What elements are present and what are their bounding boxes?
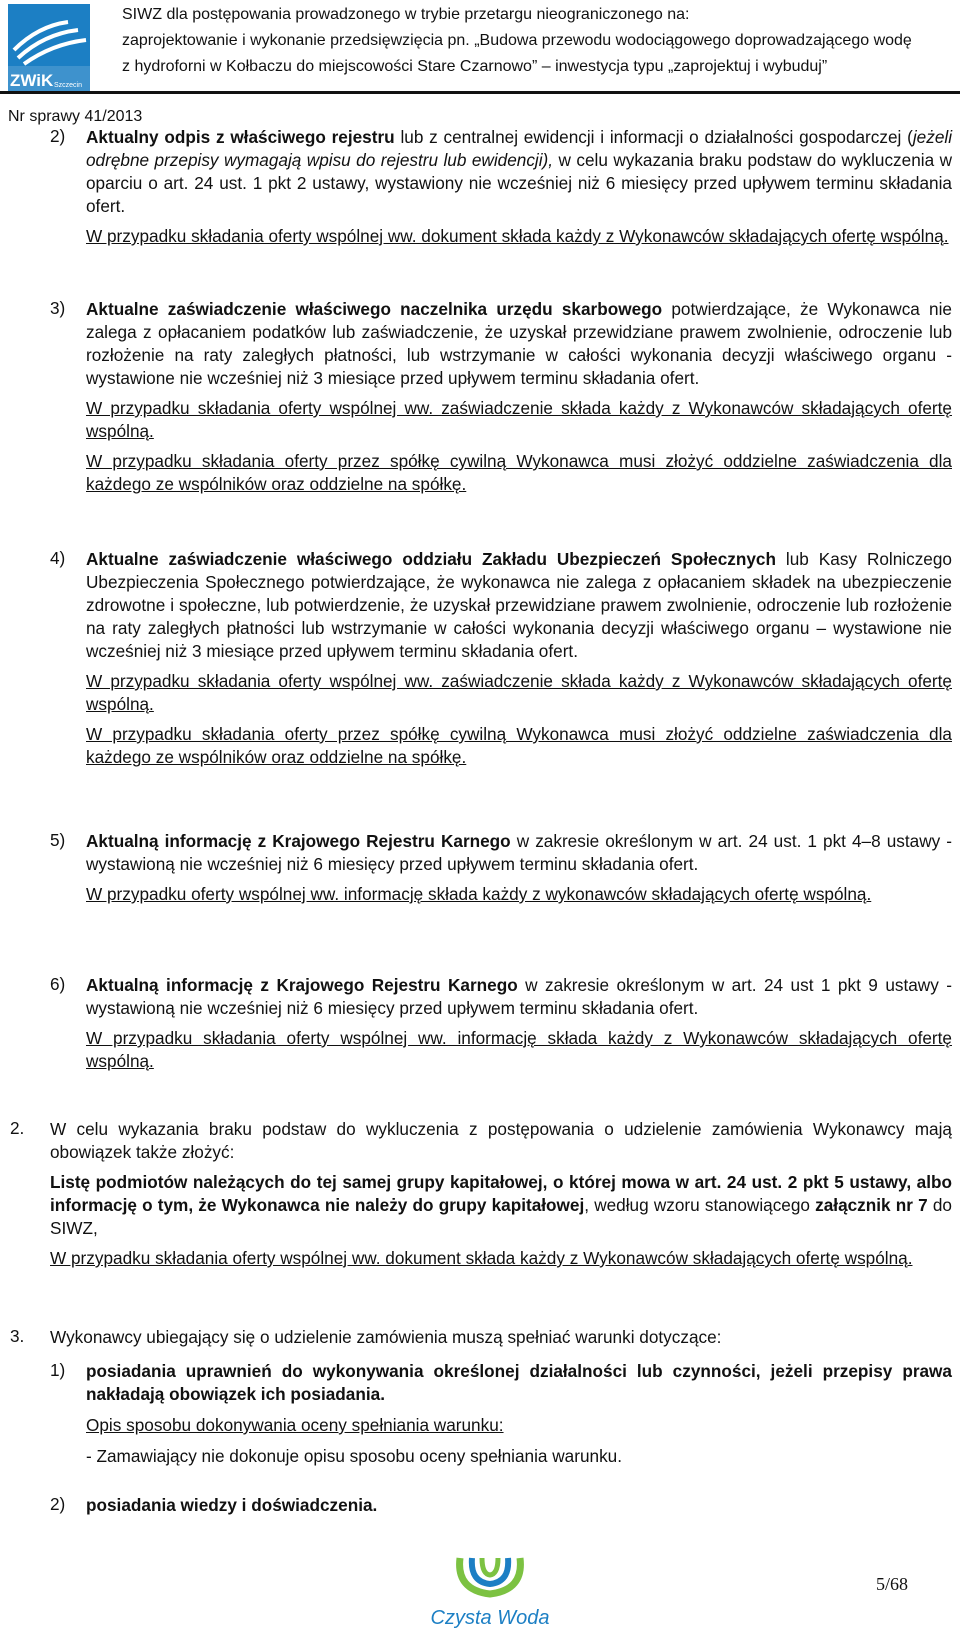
footer-logo-text: Czysta Woda [430, 1607, 550, 1629]
section-3-point-1-text: - Zamawiający nie dokonuje opisu sposobu oceny spełniania warunku. [86, 1446, 622, 1466]
item-number: 3) [50, 298, 66, 318]
item-6-bold: Aktualną informację z Krajowego Rejestru Karnego [86, 975, 518, 995]
item-5-text: w zakresie określonym w art. 24 ust. 1 pkt 4–8 ustawy - wystawioną nie wcześniej niż 6 miesięcy przed upływem terminu składania ofert. [86, 831, 952, 874]
section-2 [50, 1118, 952, 1270]
item-2-bold: Aktualny odpis z właściwego rejestru [86, 127, 395, 147]
item-3 [86, 298, 952, 496]
item-4-note-2: W przypadku składania oferty przez spółkę cywilną Wykonawca musi złożyć oddzielne zaświadczenia dla każdego ze wspólników oraz oddzielne na spółkę. [86, 724, 952, 767]
item-3-bold: Aktualne zaświadczenie właściwego naczelnika urzędu skarbowego [86, 299, 663, 319]
header-line-3: z hydroforni w Kołbaczu do miejscowości Stare Czarnowo” – inwestycja typu „zaprojektuj i wybuduj” [122, 58, 828, 75]
header-text [122, 2, 952, 80]
section-number: 3. [10, 1326, 25, 1346]
header-rule [0, 91, 960, 94]
item-5 [86, 830, 952, 906]
header-line-1: SIWZ dla postępowania prowadzonego w trybie przetargu nieograniczonego na: [122, 6, 690, 23]
item-number: 4) [50, 548, 66, 568]
section-3 [50, 1326, 952, 1349]
item-4 [86, 548, 952, 769]
logo-text: ZWiK [10, 71, 54, 90]
logo-subtext: Szczecin [54, 82, 83, 89]
item-4-note-1: W przypadku składania oferty wspólnej ww. zaświadczenie składa każdy z Wykonawców składających ofertę wspólną. [86, 671, 952, 714]
czysta-woda-logo [420, 1550, 560, 1635]
section-3-point-1-bold: posiadania uprawnień do wykonywania określonej działalności lub czynności, jeżeli przepisy prawa nakładają obowiązek ich posiadania. [86, 1361, 952, 1404]
section-3-intro: Wykonawcy ubiegający się o udzielenie zamówienia muszą spełniać warunki dotyczące: [50, 1327, 722, 1347]
item-number: 6) [50, 974, 66, 994]
item-6-note: W przypadku składania oferty wspólnej ww. informację składa każdy z Wykonawców składających ofertę wspólną. [86, 1028, 952, 1071]
item-2-text-2: w celu wykazania braku podstaw do wykluczenia w oparciu o art. 24 ust. 1 pkt 2 ustawy, wystawiony nie wcześniej niż 6 miesięcy przed upływem terminu składania ofert. [86, 150, 952, 216]
item-number: 1) [50, 1360, 66, 1380]
item-number: 5) [50, 830, 66, 850]
section-3-point-2 [86, 1494, 952, 1517]
item-3-note-2: W przypadku składania oferty przez spółkę cywilną Wykonawca musi złożyć oddzielne zaświadczenia dla każdego ze wspólników oraz oddzielne na spółkę. [86, 451, 952, 494]
item-5-note: W przypadku oferty wspólnej ww. informację składa każdy z wykonawców składających ofertę wspólną. [86, 884, 872, 904]
item-4-bold: Aktualne zaświadczenie właściwego oddziału Zakładu Ubezpieczeń Społecznych [86, 549, 776, 569]
item-2-text-1: lub z centralnej ewidencji i informacji o działalności gospodarczej ( [394, 127, 913, 147]
item-2 [86, 126, 952, 248]
item-6-text: w zakresie określonym w art. 24 ust 1 pkt 9 ustawy - wystawioną nie wcześniej niż 6 miesięcy przed upływem terminu składania ofert. [86, 975, 952, 1018]
page-header [0, 0, 960, 96]
section-2-text-2: do SIWZ, [50, 1195, 952, 1238]
item-5-bold: Aktualną informację z Krajowego Rejestru Karnego [86, 831, 511, 851]
item-6 [86, 974, 952, 1073]
item-2-note: W przypadku składania oferty wspólnej ww. dokument składa każdy z Wykonawców składających ofertę wspólną. [86, 226, 949, 246]
section-3-point-2-bold: posiadania wiedzy i doświadczenia. [86, 1495, 378, 1515]
section-2-intro: W celu wykazania braku podstaw do wykluczenia z postępowania o udzielenie zamówienia Wykonawcy mają obowiązek także złożyć: [50, 1119, 952, 1162]
header-line-2: zaprojektowanie i wykonanie przedsięwzięcia pn. „Budowa przewodu wodociągowego doprowadzającego wodę [122, 32, 912, 49]
item-3-note-1: W przypadku składania oferty wspólnej ww. zaświadczenie składa każdy z Wykonawców składających ofertę wspólną. [86, 398, 952, 441]
section-2-text-1: , według wzoru stanowiącego [584, 1195, 816, 1215]
item-number: 2) [50, 1494, 66, 1514]
item-3-text: potwierdzające, że Wykonawca nie zalega z opłacaniem podatków lub zaświadczenie, że uzyskał przewidziane prawem zwolnienie, odroczenie lub rozłożenie na raty zaległych płatności, lub wstrzymanie w całości wykonania decyzji właściwego organu - wystawione nie wcześniej niż 3 miesiące przed upływem terminu składania ofert. [86, 299, 952, 388]
section-2-bold: Listę podmiotów należących do tej samej grupy kapitałowej, o której mowa w art. 24 ust. 2 pkt 5 ustawy, albo informację o tym, że Wykonawca nie należy do grupy kapitałowej [50, 1172, 952, 1215]
page-number: 5/68 [876, 1574, 909, 1594]
section-2-note: W przypadku składania oferty wspólnej ww. dokument składa każdy z Wykonawców składających ofertę wspólną. [50, 1248, 913, 1268]
item-4-text: lub Kasy Rolniczego Ubezpieczenia Społecznego potwierdzające, że wykonawca nie zalega z opłacaniem składek na ubezpieczenie zdrowotne i społeczne, lub potwierdzenie, że uzyskał przewidziane prawem zwolnienie, odroczenie lub rozłożenie na raty zaległych płatności lub wstrzymanie w całości wykonania decyzji właściwego organu – wystawione nie wcześniej niż 3 miesiące przed upływem terminu składania ofert. [86, 549, 952, 661]
section-number: 2. [10, 1118, 25, 1138]
section-3-point-1 [86, 1360, 952, 1468]
section-3-point-1-sub: Opis sposobu dokonywania oceny spełniania warunku: [86, 1415, 504, 1435]
item-number: 2) [50, 126, 66, 146]
item-2-italic: jeżeli odrębne przepisy wymagają wpisu do rejestru lub ewidencji), [86, 127, 953, 170]
case-number: Nr sprawy 41/2013 [8, 108, 143, 125]
section-2-attachment: załącznik nr 7 [815, 1195, 928, 1215]
zwik-logo [8, 4, 90, 92]
